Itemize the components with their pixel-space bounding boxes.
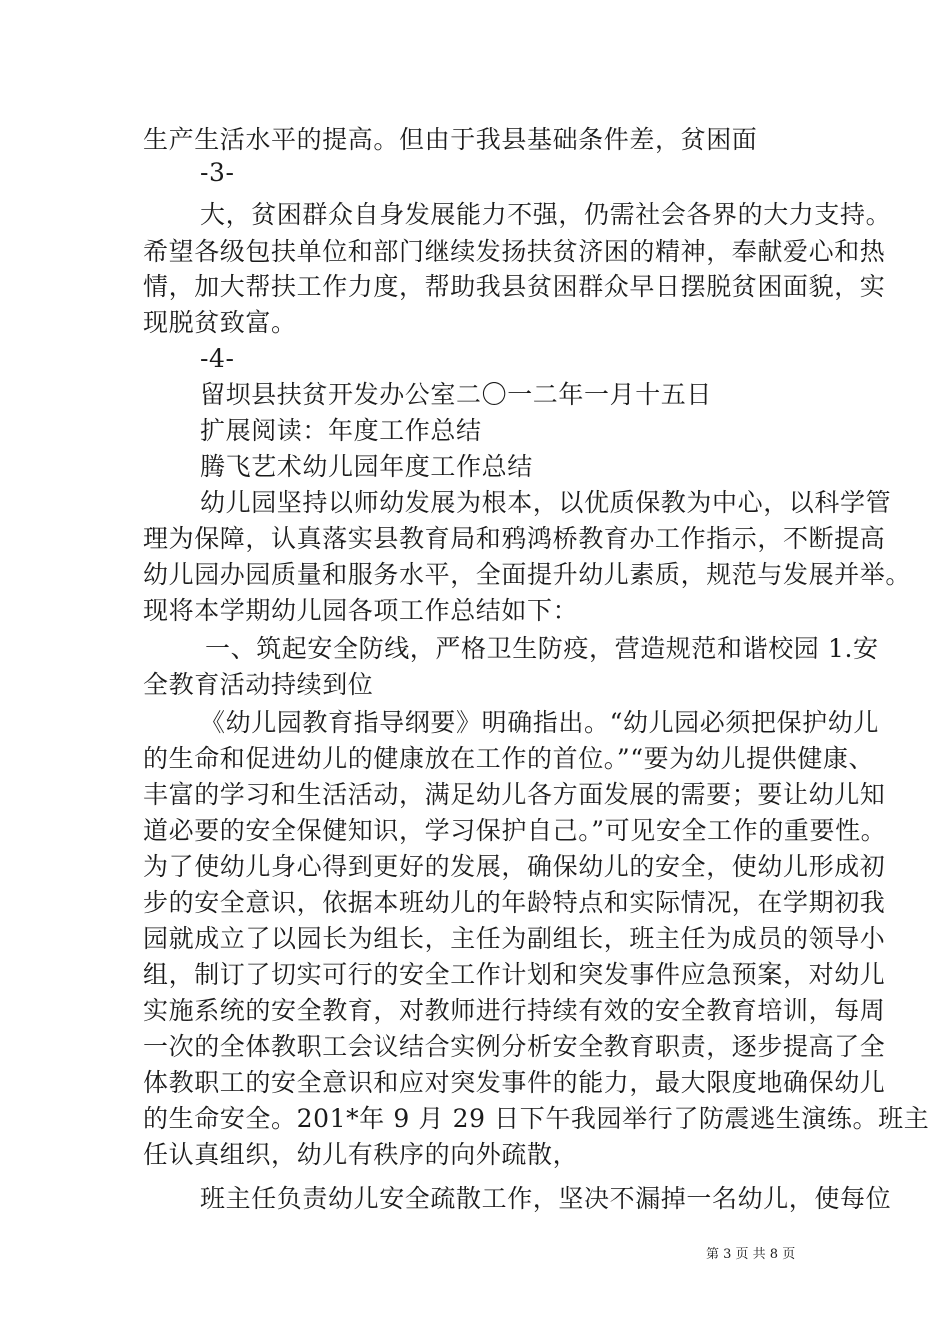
text-line: 为了使幼儿身心得到更好的发展，确保幼儿的安全，使幼儿形成初 (143, 852, 886, 881)
text-line: 情，加大帮扶工作力度，帮助我县贫困群众早日摆脱贫困面貌，实 (143, 272, 886, 301)
text-line: 实施系统的安全教育，对教师进行持续有效的安全教育培训，每周 (143, 996, 886, 1025)
page-marker: -4- (200, 344, 235, 373)
signature-line: 留坝县扶贫开发办公室二〇一二年一月十五日 (200, 380, 713, 409)
text-line: 全教育活动持续到位 (143, 670, 374, 699)
page-number-footer: 第 3 页 共 8 页 (706, 1247, 796, 1262)
text-line: 《幼儿园教育指导纲要》明确指出。“幼儿园必须把保护幼儿 (200, 708, 879, 737)
text-line: 的生命安全。201*年 9 月 29 日下午我园举行了防震逃生演练。班主 (143, 1104, 930, 1133)
text-line: 任认真组织，幼儿有秩序的向外疏散， (143, 1140, 579, 1169)
text-line: 大，贫困群众自身发展能力不强，仍需社会各界的大力支持。 (200, 200, 892, 229)
text-line: 生产生活水平的提高。但由于我县基础条件差，贫困面 (143, 125, 758, 154)
text-line: 园就成立了以园长为组长，主任为副组长，班主任为成员的领导小 (143, 924, 886, 953)
text-line: 体教职工的安全意识和应对突发事件的能力，最大限度地确保幼儿 (143, 1068, 886, 1097)
page-marker: -3- (200, 158, 235, 187)
text-line: 幼儿园坚持以师幼发展为根本，以优质保教为中心，以科学管 (200, 488, 892, 517)
text-line: 现脱贫致富。 (143, 308, 297, 337)
text-line: 组，制订了切实可行的安全工作计划和突发事件应急预案，对幼儿 (143, 960, 886, 989)
document-title: 腾飞艺术幼儿园年度工作总结 (200, 452, 533, 481)
text-line: 班主任负责幼儿安全疏散工作，坚决不漏掉一名幼儿，使每位 (200, 1184, 892, 1213)
text-line: 步的安全意识，依据本班幼儿的年龄特点和实际情况，在学期初我 (143, 888, 886, 917)
text-line: 希望各级包扶单位和部门继续发扬扶贫济困的精神，奉献爱心和热 (143, 237, 886, 266)
text-line: 道必要的安全保健知识，学习保护自己。”可见安全工作的重要性。 (143, 816, 887, 845)
section-heading: 扩展阅读：年度工作总结 (200, 416, 482, 445)
text-line: 现将本学期幼儿园各项工作总结如下： (143, 596, 579, 625)
text-line: 理为保障，认真落实县教育局和鸦鸿桥教育办工作指示，不断提高 (143, 524, 886, 553)
text-line: 丰富的学习和生活活动，满足幼儿各方面发展的需要；要让幼儿知 (143, 780, 886, 809)
text-line: 一次的全体教职工会议结合实例分析安全教育职责，逐步提高了全 (143, 1032, 886, 1061)
text-line: 的生命和促进幼儿的健康放在工作的首位。”“要为幼儿提供健康、 (143, 744, 875, 773)
section-heading: 一、筑起安全防线，严格卫生防疫，营造规范和谐校园 1.安 (205, 634, 879, 663)
text-line: 幼儿园办园质量和服务水平，全面提升幼儿素质，规范与发展并举。 (143, 560, 912, 589)
